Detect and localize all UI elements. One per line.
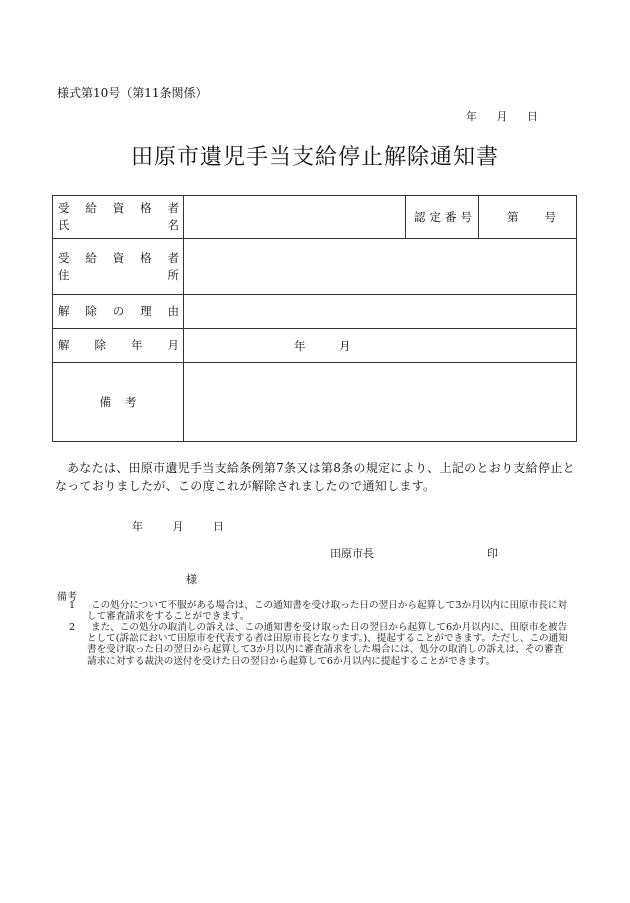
release-reason-field[interactable] bbox=[184, 295, 577, 329]
addressee-honorific: 様 bbox=[186, 573, 197, 586]
issue-date-bottom bbox=[132, 518, 250, 534]
table-row-recipient-name bbox=[53, 196, 577, 239]
date-month-label: 月 bbox=[496, 110, 508, 123]
note-number: 2 bbox=[69, 622, 76, 633]
label-remarks: 備考 bbox=[53, 363, 184, 442]
label-recipient-name bbox=[53, 196, 184, 239]
date-year-label: 年 bbox=[466, 110, 477, 123]
date-day-label: 日 bbox=[213, 520, 224, 533]
note-item bbox=[57, 600, 569, 622]
table-row-release-reason bbox=[53, 295, 577, 329]
label-line: 氏 名 bbox=[58, 218, 179, 232]
recipient-name-field[interactable] bbox=[184, 196, 406, 239]
release-month-label: 月 bbox=[339, 338, 351, 353]
label-certification-number: 認 定 番 号 bbox=[406, 196, 479, 239]
remarks-field[interactable] bbox=[184, 363, 577, 442]
table-row-remarks bbox=[53, 363, 577, 442]
table-row-recipient-address bbox=[53, 239, 577, 295]
document-title: 田原市遺児手当支給停止解除通知書 bbox=[130, 145, 499, 170]
date-day-label: 日 bbox=[527, 110, 538, 123]
issuer-mayor: 田原市長 bbox=[330, 547, 374, 560]
notice-form-table bbox=[52, 195, 577, 442]
release-year-label: 年 bbox=[294, 338, 306, 353]
notice-body-text: あなたは、田原市遺児手当支給条例第7条又は第8条の規定により、上記のとおり支給停止となっておりましたが、この度これが解除されましたので通知します。 bbox=[55, 461, 575, 493]
note-text: この処分について不服がある場合は、この通知書を受け取った日の翌日から起算して3か月以内に田原市長に対して審査請求をすることができます。 bbox=[87, 600, 568, 623]
seal-mark: 印 bbox=[487, 547, 498, 560]
table-row-release-date bbox=[53, 329, 577, 363]
label-line: 受 給 資 格 者 bbox=[58, 201, 179, 215]
note-text: また、この処分の取消しの訴えは、この通知書を受け取った日の翌日から起算して6か月以内に、田原市を被告として(訴訟において田原市を代表する者は田原市長となります。)、提起することができます。ただし、この通知書を受け取った日の翌日から起算して3か月以内に審査請求をした場合には、処分の取消しの訴えは、その審査請求に対する裁決の送付を受けた日の翌日から起算して6か月以内に提起することができます。 bbox=[87, 622, 568, 667]
note-item bbox=[57, 622, 569, 667]
form-number: 様式第10号（第11条関係） bbox=[57, 86, 208, 100]
label-release-reason: 解 除 の 理 由 bbox=[53, 295, 184, 329]
certification-number-field[interactable]: 第 号 bbox=[479, 196, 577, 239]
date-year-label: 年 bbox=[132, 520, 143, 533]
release-date-field[interactable] bbox=[184, 329, 577, 363]
note-number: 1 bbox=[69, 600, 76, 611]
label-recipient-address: 受 給 資 格 者 住 所 bbox=[53, 239, 184, 295]
issue-date-top bbox=[466, 108, 538, 124]
date-month-label: 月 bbox=[172, 520, 184, 533]
notes-heading: 備考 bbox=[57, 592, 77, 603]
recipient-address-field[interactable] bbox=[184, 239, 577, 295]
label-release-date: 解 除 年 月 bbox=[53, 329, 184, 363]
